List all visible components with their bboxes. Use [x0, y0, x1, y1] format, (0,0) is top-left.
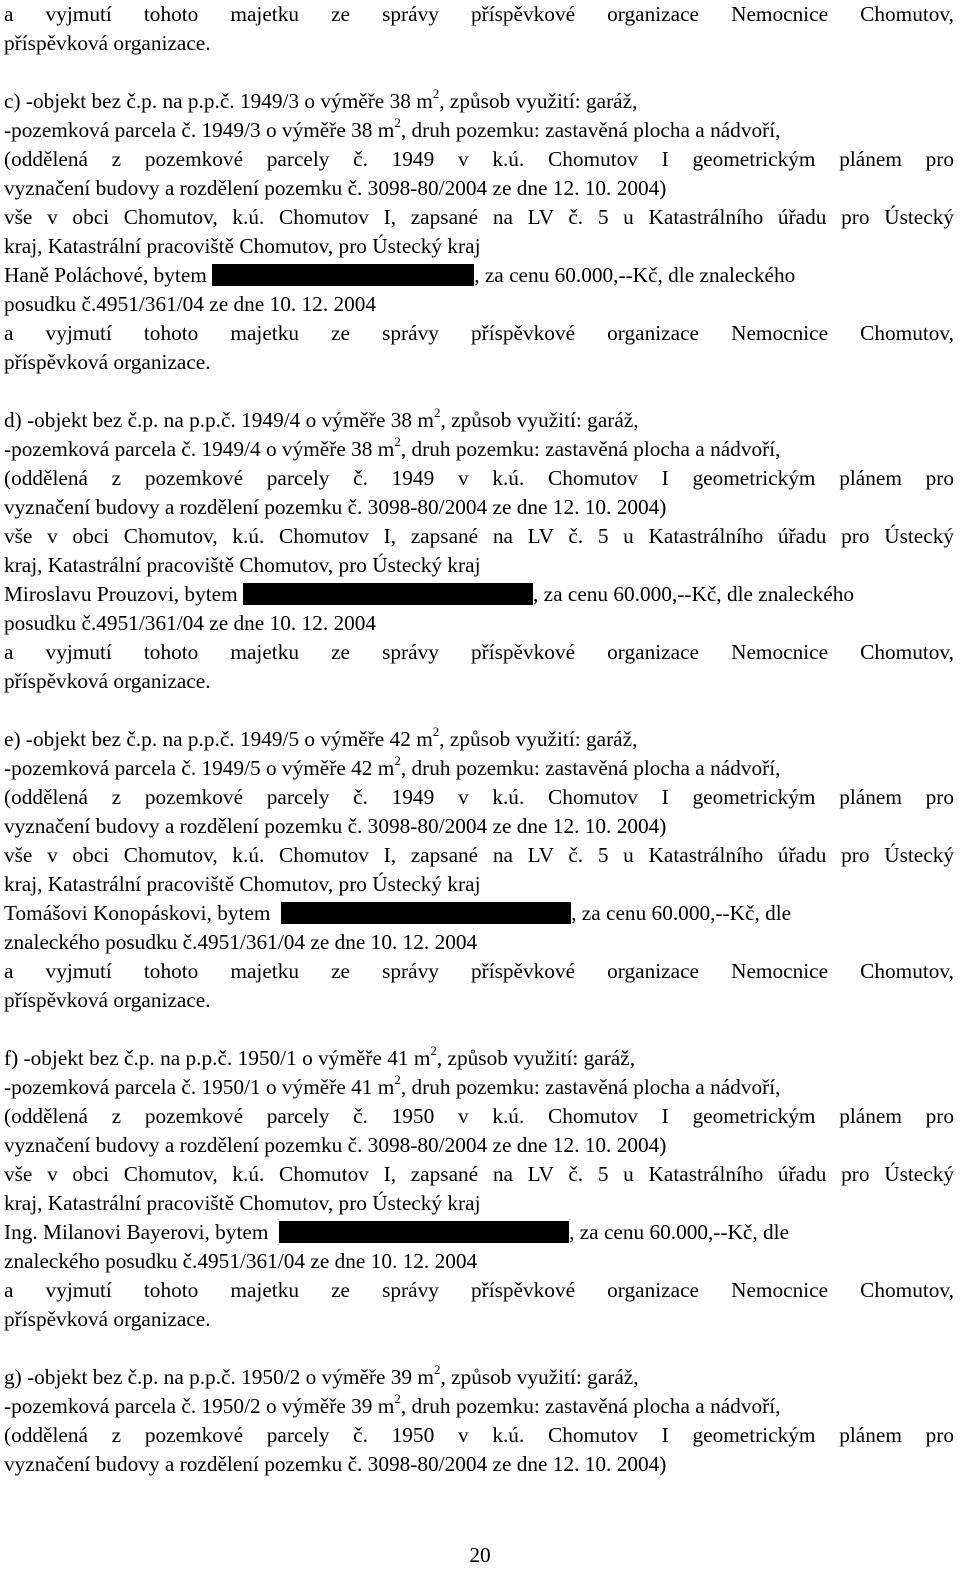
redacted-address	[281, 902, 571, 924]
text-line: vyznačení budovy a rozdělení pozemku č. 3098-80/2004 ze dne 12. 10. 2004)	[4, 176, 667, 200]
page-number: 20	[469, 1543, 491, 1567]
text-line: kraj, Katastrální pracoviště Chomutov, pro Ústecký kraj	[4, 1191, 481, 1215]
buyer-line: Ing. Milanovi Bayerovi, bytem , za cenu 60.000,--Kč, dle	[4, 1220, 790, 1244]
buyer-name: Miroslavu Prouzovi, bytem	[4, 582, 238, 606]
text-line: vše v obci Chomutov, k.ú. Chomutov I, zapsané na LV č. 5 u Katastrálního úřadu pro Ústecký	[4, 205, 954, 229]
section-c	[4, 87, 954, 406]
section-e	[4, 725, 954, 1044]
text-line: (oddělená z pozemkové parcely č. 1950 v k.ú. Chomutov I geometrickým plánem pro	[4, 1423, 954, 1447]
text-line: kraj, Katastrální pracoviště Chomutov, pro Ústecký kraj	[4, 234, 481, 258]
section-f	[4, 1044, 954, 1363]
redacted-address	[212, 264, 474, 286]
object-line: g) -objekt bez č.p. na p.p.č. 1950/2 o výměře 39 $m^2$, způsob využití: garáž,	[4, 1361, 639, 1389]
buyer-line: Miroslavu Prouzovi, bytem , za cenu 60.000,--Kč, dle znaleckého	[4, 582, 855, 606]
text-line: vyznačení budovy a rozdělení pozemku č. 3098-80/2004 ze dne 12. 10. 2004)	[4, 1133, 667, 1157]
text-line: (oddělená z pozemkové parcely č. 1949 v k.ú. Chomutov I geometrickým plánem pro	[4, 785, 954, 809]
parcel-line: -pozemková parcela č. 1949/5 o výměře 42 $m^2$, druh pozemku: zastavěná plocha a nádvoří,	[4, 752, 781, 780]
buyer-name: Haně Poláchové, bytem	[4, 263, 207, 287]
text-line: příspěvková organizace.	[4, 1307, 211, 1331]
text-line: kraj, Katastrální pracoviště Chomutov, pro Ústecký kraj	[4, 553, 481, 577]
section-g	[4, 1363, 954, 1479]
text-line: znaleckého posudku č.4951/361/04 ze dne 10. 12. 2004	[4, 930, 478, 954]
text-line: příspěvková organizace.	[4, 988, 211, 1012]
parcel-line: -pozemková parcela č. 1949/4 o výměře 38 $m^2$, druh pozemku: zastavěná plocha a nádvoří,	[4, 433, 781, 461]
parcel-line: -pozemková parcela č. 1950/1 o výměře 41 $m^2$, druh pozemku: zastavěná plocha a nádvoří,	[4, 1071, 781, 1099]
text-line: (oddělená z pozemkové parcely č. 1949 v k.ú. Chomutov I geometrickým plánem pro	[4, 466, 954, 490]
text-line: vše v obci Chomutov, k.ú. Chomutov I, zapsané na LV č. 5 u Katastrálního úřadu pro Ústecký	[4, 524, 954, 548]
parcel-line: -pozemková parcela č. 1949/3 o výměře 38 $m^2$, druh pozemku: zastavěná plocha a nádvoří,	[4, 114, 781, 142]
text-line: příspěvková organizace.	[4, 31, 211, 55]
text-line: příspěvková organizace.	[4, 669, 211, 693]
object-line: f) -objekt bez č.p. na p.p.č. 1950/1 o výměře 41 $m^2$, způsob využití: garáž,	[4, 1042, 636, 1070]
text-line: vyznačení budovy a rozdělení pozemku č. 3098-80/2004 ze dne 12. 10. 2004)	[4, 1452, 667, 1476]
redacted-address	[243, 583, 533, 605]
buyer-line: Tomášovi Konopáskovi, bytem , za cenu 60.000,--Kč, dle	[4, 901, 792, 925]
text-line: (oddělená z pozemkové parcely č. 1950 v k.ú. Chomutov I geometrickým plánem pro	[4, 1104, 954, 1128]
text-line: (oddělená z pozemkové parcely č. 1949 v k.ú. Chomutov I geometrickým plánem pro	[4, 147, 954, 171]
text-line: vše v obci Chomutov, k.ú. Chomutov I, zapsané na LV č. 5 u Katastrálního úřadu pro Ústecký	[4, 1162, 954, 1186]
text-line: znaleckého posudku č.4951/361/04 ze dne 10. 12. 2004	[4, 1249, 478, 1273]
text-line: příspěvková organizace.	[4, 350, 211, 374]
object-line: d) -objekt bez č.p. na p.p.č. 1949/4 o výměře 38 $m^2$, způsob využití: garáž,	[4, 404, 639, 432]
object-line: e) -objekt bez č.p. na p.p.č. 1949/5 o výměře 42 $m^2$, způsob využití: garáž,	[4, 723, 638, 751]
parcel-line: -pozemková parcela č. 1950/2 o výměře 39 $m^2$, druh pozemku: zastavěná plocha a nádvoří,	[4, 1390, 781, 1418]
text-line: a vyjmutí tohoto majetku ze správy příspěvkové organizace Nemocnice Chomutov,	[4, 1278, 954, 1302]
text-line: vyznačení budovy a rozdělení pozemku č. 3098-80/2004 ze dne 12. 10. 2004)	[4, 814, 667, 838]
text-line: a vyjmutí tohoto majetku ze správy příspěvkové organizace Nemocnice Chomutov,	[4, 321, 954, 345]
text-line: a vyjmutí tohoto majetku ze správy příspěvkové organizace Nemocnice Chomutov,	[4, 640, 954, 664]
object-line: c) -objekt bez č.p. na p.p.č. 1949/3 o výměře 38 $m^2$, způsob využití: garáž,	[4, 85, 638, 113]
buyer-name: Ing. Milanovi Bayerovi, bytem	[4, 1220, 269, 1244]
text-line: kraj, Katastrální pracoviště Chomutov, pro Ústecký kraj	[4, 872, 481, 896]
text-line: a vyjmutí tohoto majetku ze správy příspěvkové organizace Nemocnice Chomutov,	[4, 959, 954, 983]
buyer-line: Haně Poláchové, bytem , za cenu 60.000,--Kč, dle znaleckého	[4, 263, 796, 287]
document-page	[4, 0, 954, 1479]
text-line: posudku č.4951/361/04 ze dne 10. 12. 2004	[4, 611, 377, 635]
text-line: vyznačení budovy a rozdělení pozemku č. 3098-80/2004 ze dne 12. 10. 2004)	[4, 495, 667, 519]
section-d	[4, 406, 954, 725]
text-line: vše v obci Chomutov, k.ú. Chomutov I, zapsané na LV č. 5 u Katastrálního úřadu pro Ústecký	[4, 843, 954, 867]
text-line: a vyjmutí tohoto majetku ze správy příspěvkové organizace Nemocnice Chomutov,	[4, 2, 954, 26]
buyer-name: Tomášovi Konopáskovi, bytem	[4, 901, 271, 925]
redacted-address	[279, 1221, 569, 1243]
text-line: posudku č.4951/361/04 ze dne 10. 12. 2004	[4, 292, 377, 316]
